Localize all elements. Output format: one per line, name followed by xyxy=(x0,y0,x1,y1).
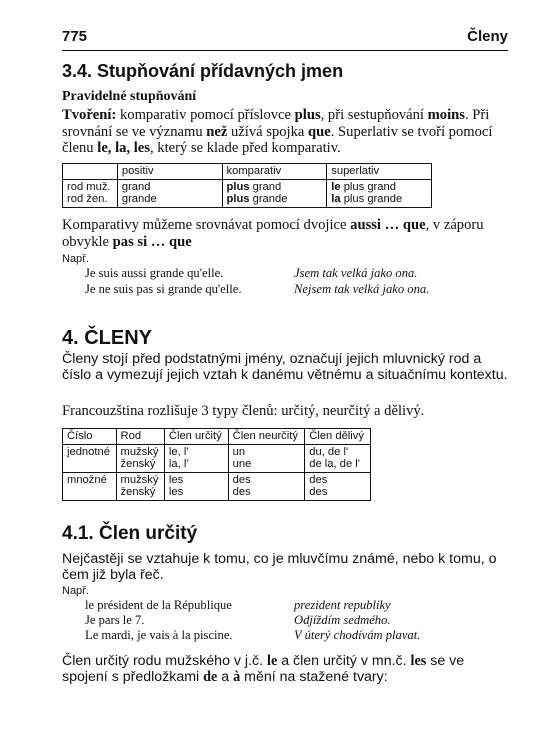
example-czech: Nejsem tak velká jako ona. xyxy=(294,282,430,296)
table-header-cell: Člen dělivý xyxy=(305,429,371,445)
table-header-cell xyxy=(63,164,118,180)
table-cell: du, de l' de la, de l' xyxy=(305,444,371,472)
table-row xyxy=(63,472,371,500)
table-header-cell: Rod xyxy=(116,429,164,445)
table-cell: le, l' la, l' xyxy=(164,444,228,472)
table-header-cell: positiv xyxy=(117,164,222,180)
section-3-4-paragraph-1: Tvoření: komparativ pomocí příslovce plus, při sestupňování moins. Při srovnání se ve významu než užívá spojka que. Superlativ se tvoří pomocí členu le, la, les, který se klade před komparativ. xyxy=(62,107,493,156)
table-header-cell: Číslo xyxy=(63,429,117,445)
example-czech: Odjíždím sedmého. xyxy=(294,613,391,627)
section-4-paragraph-2: Francouzština rozlišuje 3 typy členů: určitý, neurčitý a dělivý. xyxy=(62,403,425,419)
example-czech: Jsem tak velká jako ona. xyxy=(294,266,418,280)
table-header-row xyxy=(63,164,432,180)
section-4-title: 4. ČLENY xyxy=(62,327,153,349)
section-3-4-title: 3.4. Stupňování přídavných jmen xyxy=(62,61,344,81)
table-header-row xyxy=(63,429,371,445)
table-cell: des des xyxy=(305,472,371,500)
table-row xyxy=(63,444,371,472)
section-4-1-paragraph-2: Člen určitý rodu mužského v j.č. le a člen určitý v mn.č. les se ve spojení s předložkami de a à mění na stažené tvary: xyxy=(62,653,465,685)
table-header-cell: Člen neurčitý xyxy=(228,429,305,445)
example-french: Je ne suis pas si grande qu'elle. xyxy=(85,282,242,296)
table-cell: un une xyxy=(228,444,305,472)
table-cell: plus grand plus grande xyxy=(222,179,327,207)
section-4-1-title: 4.1. Člen určitý xyxy=(62,523,198,544)
comparison-table xyxy=(62,163,432,208)
table-row xyxy=(63,179,432,207)
example-label: Např. xyxy=(62,585,89,597)
running-title: Členy xyxy=(467,28,508,45)
table-header-cell: komparativ xyxy=(222,164,327,180)
example-label: Např. xyxy=(62,253,89,265)
table-cell: les les xyxy=(164,472,228,500)
table-cell: mužský ženský xyxy=(116,444,164,472)
table-cell: le plus grand la plus grande xyxy=(327,179,432,207)
example-french: Je pars le 7. xyxy=(85,613,145,627)
table-cell: des des xyxy=(228,472,305,500)
example-french: le président de la République xyxy=(85,598,232,612)
table-cell: grand grande xyxy=(117,179,222,207)
example-czech: prezident republiky xyxy=(294,598,391,612)
table-header-cell: superlativ xyxy=(327,164,432,180)
table-cell: mužský ženský xyxy=(116,472,164,500)
section-4-paragraph-1: Členy stojí před podstatnými jmény, označují jejich mluvnický rod a číslo a vymezují jejich vztah k danému větnému a situačnímu kontextu. xyxy=(62,351,508,383)
page-number: 775 xyxy=(62,28,88,45)
page-header xyxy=(62,28,508,51)
example-french: Je suis aussi grande qu'elle. xyxy=(85,266,224,280)
table-cell: rod muž. rod žen. xyxy=(63,179,118,207)
articles-table xyxy=(62,428,371,501)
table-header-cell: Člen určitý xyxy=(164,429,228,445)
table-cell: jednotné xyxy=(63,444,117,472)
section-3-4-paragraph-2: Komparativy můžeme srovnávat pomocí dvojice aussi … que, v záporu obvykle pas si … que xyxy=(62,217,484,250)
example-czech: V úterý chodívám plavat. xyxy=(294,628,421,642)
section-4-1-paragraph-1: Nejčastěji se vztahuje k tomu, co je mluvčímu známé, nebo k tomu, o čem již byla řeč. xyxy=(62,551,497,583)
example-french: Le mardi, je vais à la piscine. xyxy=(85,628,233,642)
table-cell: množné xyxy=(63,472,117,500)
section-3-4-subtitle: Pravidelné stupňování xyxy=(62,89,197,104)
